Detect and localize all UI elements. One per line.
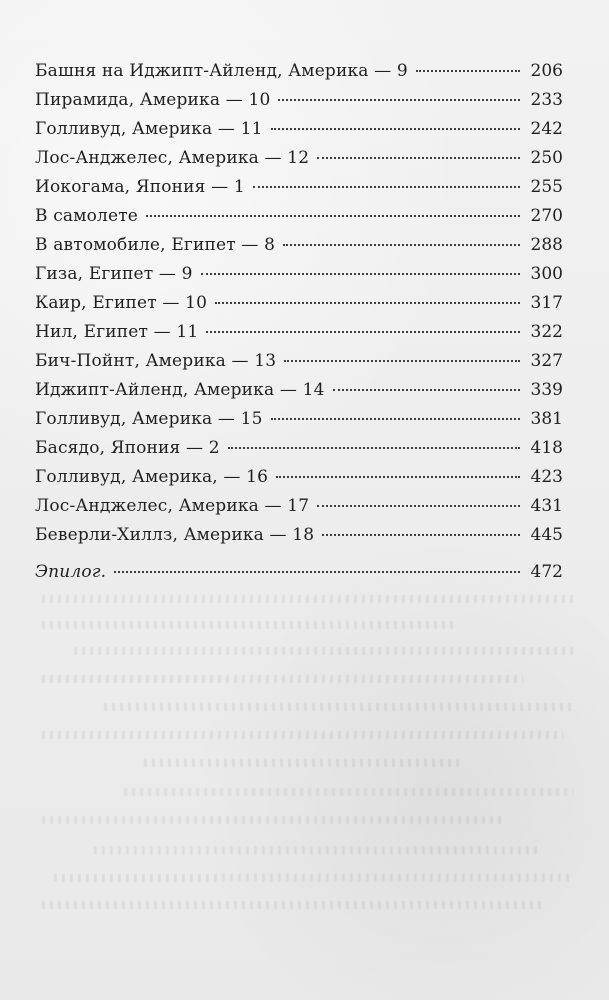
dot-leader: [322, 534, 520, 536]
toc-entry-page: 445: [530, 525, 563, 545]
toc-entry: [35, 347, 563, 376]
toc-entry-page: 233: [530, 90, 563, 110]
toc-entry: [35, 57, 563, 86]
toc-entry: [35, 289, 563, 318]
page-bleedthrough: [34, 595, 583, 960]
toc-entry: [35, 521, 563, 550]
toc-entry-title: Иджипт-Айленд, Америка — 14: [35, 380, 325, 400]
dot-leader: [317, 505, 520, 507]
toc-entry: [35, 231, 563, 260]
dot-leader: [333, 389, 520, 391]
toc-epilog-page: 472: [530, 562, 563, 582]
toc-entry: [35, 492, 563, 521]
toc-entry-page: 418: [530, 438, 563, 458]
toc-entry-title: Гиза, Египет — 9: [35, 264, 193, 284]
toc-entry-title: В самолете: [35, 206, 139, 226]
toc-entry-page: 327: [530, 351, 563, 371]
toc-entry: [35, 202, 563, 231]
toc-entry-title: Иокогама, Япония — 1: [35, 177, 245, 197]
toc-entry-title: Пирамида, Америка — 10: [35, 90, 271, 110]
dot-leader: [271, 418, 520, 420]
toc-entry-page: 339: [530, 380, 563, 400]
toc-entry-page: 242: [530, 119, 563, 139]
toc-entry: [35, 318, 563, 347]
toc-entry-title: Беверли-Хиллз, Америка — 18: [35, 525, 315, 545]
toc-epilog-title: Эпилог.: [35, 562, 107, 582]
toc-entry: [35, 144, 563, 173]
toc-entry-title: Голливуд, Америка — 11: [35, 119, 263, 139]
toc-entry: [35, 434, 563, 463]
dot-leader: [284, 360, 520, 362]
toc-entry-title: Басядо, Япония — 2: [35, 438, 220, 458]
toc-entry-page: 288: [530, 235, 563, 255]
toc-entry-page: 206: [530, 61, 563, 81]
toc-entry-title: Бич-Пойнт, Америка — 13: [35, 351, 277, 371]
toc-entry-page: 255: [530, 177, 563, 197]
dot-leader: [276, 476, 520, 478]
dot-leader: [206, 331, 520, 333]
dot-leader: [215, 302, 520, 304]
toc-entry-title: В автомобиле, Египет — 8: [35, 235, 276, 255]
toc-entry-title: Башня на Иджипт-Айленд, Америка — 9: [35, 61, 408, 81]
toc-entry-title: Голливуд, Америка — 15: [35, 409, 263, 429]
toc-entry: [35, 86, 563, 115]
dot-leader: [228, 447, 520, 449]
toc-entry-page: 250: [530, 148, 563, 168]
dot-leader: [114, 571, 520, 573]
toc-entry-title: Лос-Анджелес, Америка — 12: [35, 148, 310, 168]
toc-entry: [35, 173, 563, 202]
dot-leader: [416, 70, 520, 72]
dot-leader: [253, 186, 520, 188]
dot-leader: [201, 273, 520, 275]
toc-entry-title: Каир, Египет — 10: [35, 293, 208, 313]
toc-entry: [35, 260, 563, 289]
toc-entry-page: 317: [530, 293, 563, 313]
toc-entry-title: Нил, Египет — 11: [35, 322, 199, 342]
toc-entry-page: 381: [530, 409, 563, 429]
dot-leader: [146, 215, 520, 217]
toc-entry: [35, 376, 563, 405]
toc-epilog-entry: [35, 558, 563, 587]
toc-entry-title: Голливуд, Америка, — 16: [35, 467, 269, 487]
toc-entry-title: Лос-Анджелес, Америка — 17: [35, 496, 310, 516]
toc-entry: [35, 115, 563, 144]
toc-entry-page: 270: [530, 206, 563, 226]
table-of-contents: [35, 57, 563, 587]
dot-leader: [317, 157, 520, 159]
toc-entry: [35, 463, 563, 492]
toc-entry: [35, 405, 563, 434]
dot-leader: [278, 99, 520, 101]
dot-leader: [271, 128, 520, 130]
toc-entry-page: 300: [530, 264, 563, 284]
toc-entry-page: 423: [530, 467, 563, 487]
toc-entry-page: 322: [530, 322, 563, 342]
dot-leader: [283, 244, 520, 246]
toc-entry-page: 431: [530, 496, 563, 516]
